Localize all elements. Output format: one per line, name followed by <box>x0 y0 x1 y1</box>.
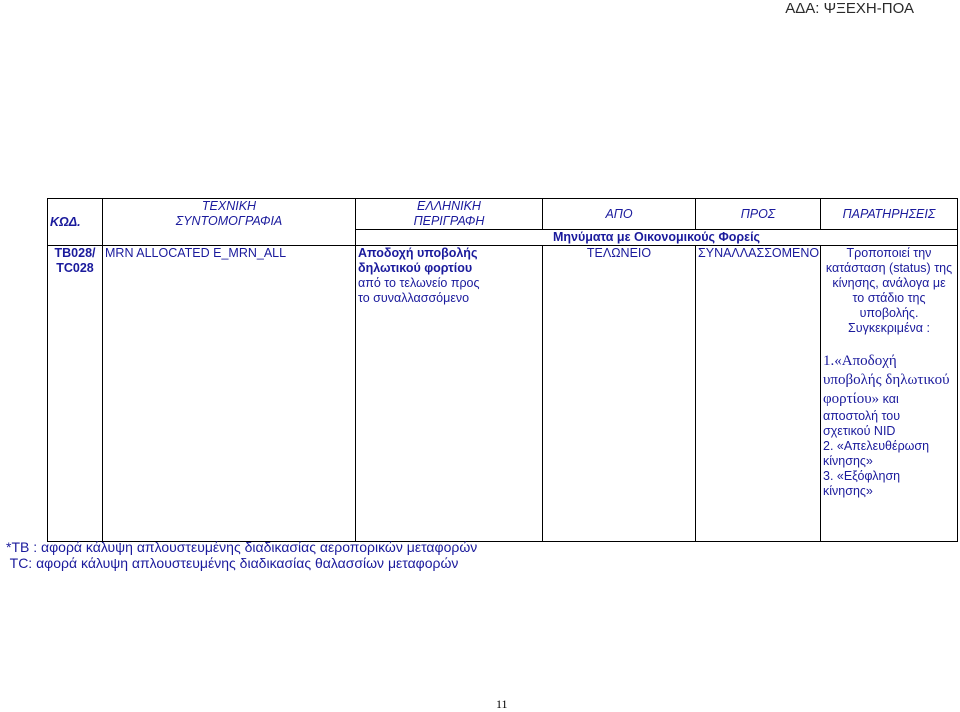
document-code: ΑΔΑ: ΨΞΕΧΗ-ΠΟΑ <box>785 0 914 17</box>
row-greek-description: Αποδοχή υποβολής δηλωτικού φορτίου από το τελωνείο προς το συναλλασσόμενο <box>356 246 543 542</box>
header-notes: ΠΑΡΑΤΗΡΗΣΕΙΣ <box>821 199 958 230</box>
row-code: TB028/ TC028 <box>48 246 103 542</box>
row-from: ΤΕΛΩΝΕΙΟ <box>543 246 696 542</box>
header-technical: ΤΕΧΝΙΚΗ ΣΥΝΤΟΜΟΓΡΑΦΙΑ <box>103 199 356 246</box>
section-title: Μηνύματα με Οικονομικούς Φορείς <box>356 230 958 246</box>
footnotes <box>6 539 477 571</box>
footnote-tc: TC: αφορά κάλυψη απλουστευμένης διαδικασίας θαλασσίων μεταφορών <box>6 555 459 571</box>
row-notes: Τροποποιεί την κατάσταση (status) της κίνησης, ανάλογα με το στάδιο της υποβολής. Συγκεκριμένα : 1.«Αποδοχή υποβολής δηλωτικού φορτίου» και αποστολή του σχετικού NID 2. «Απελευθέρωση κίνησης» 3. «Εξόφληση κίνησης» <box>821 246 958 542</box>
table-row <box>48 246 958 542</box>
header-code: ΚΩΔ. <box>48 199 103 246</box>
header-from: ΑΠΟ <box>543 199 696 230</box>
table-header-row <box>48 199 958 230</box>
messages-table <box>47 198 958 542</box>
page-number: 11 <box>496 697 508 711</box>
footnote-tb: *TB : αφορά κάλυψη απλουστευμένης διαδικασίας αεροπορικών μεταφορών <box>6 539 478 555</box>
header-greek: ΕΛΛΗΝΙΚΗ ΠΕΡΙΓΡΑΦΗ <box>356 199 543 230</box>
header-to: ΠΡΟΣ <box>696 199 821 230</box>
row-technical: MRN ALLOCATED E_MRN_ALL <box>103 246 356 542</box>
row-to: ΣΥΝΑΛΛΑΣΣΟΜΕΝΟ <box>696 246 821 542</box>
